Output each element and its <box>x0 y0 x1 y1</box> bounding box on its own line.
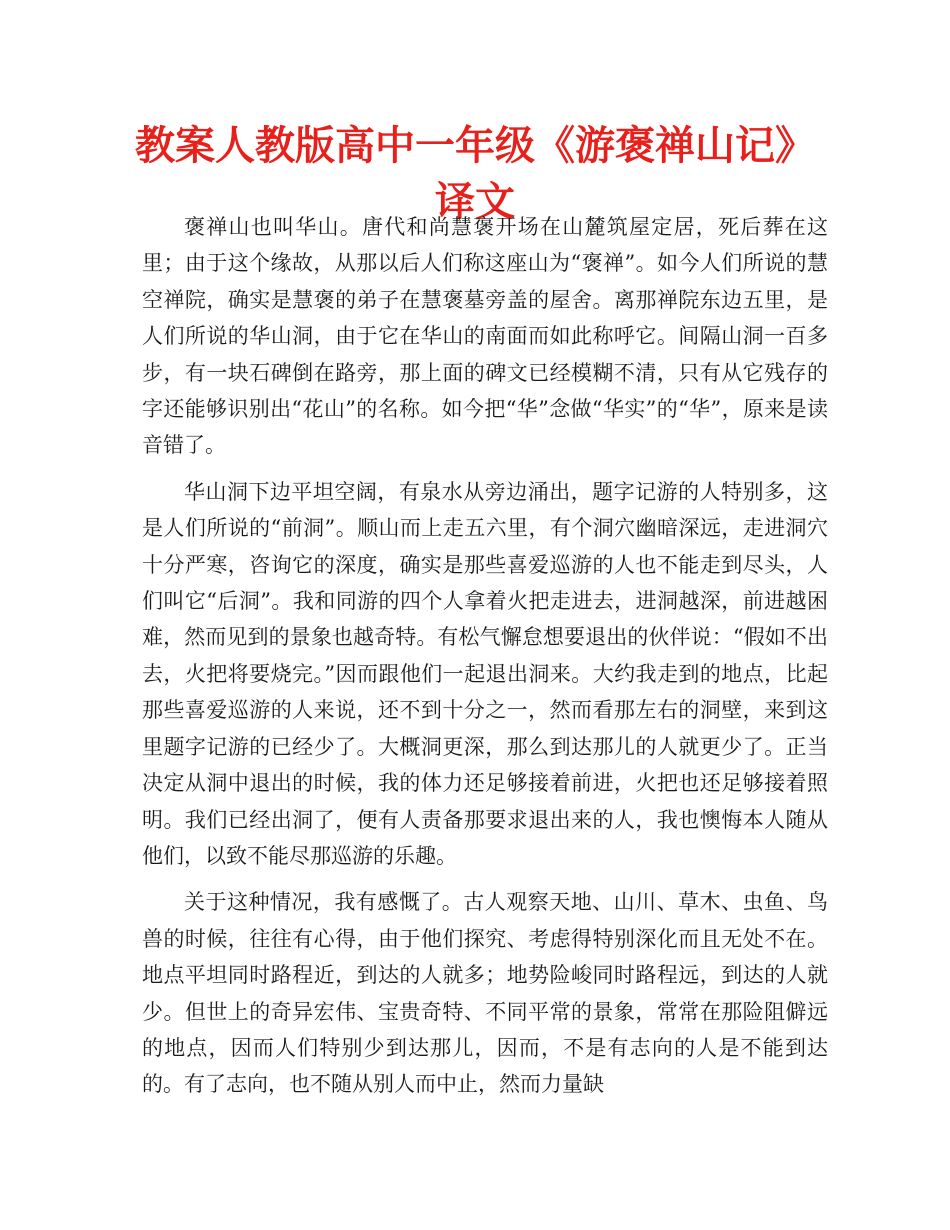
paragraph-3: 关于这种情况，我有感慨了。古人观察天地、山川、草木、虫鱼、鸟兽的时候，往往有心得，由于他们探究、考虑得特别深化而且无处不在。地点平坦同时路程近，到达的人就多；地势险峻同时路程远，到达的人就少。但世上的奇异宏伟、宝贵奇特、不同平常的景象，常常在那险阻僻远的地点，因而人们特别少到达那儿，因而，不是有志向的人是不能到达的。有了志向，也不随从别人而中止，然而力量缺 <box>142 890 828 1097</box>
document-title: 教案人教版高中一年级《游褒禅山记》译文 <box>135 123 815 225</box>
paragraph-1: 褒禅山也叫华山。唐代和尚慧褒开场在山麓筑屋定居，死后葬在这里；由于这个缘故，从那以后人们称这座山为“褒禅”。如今人们所说的慧空禅院，确实是慧褒的弟子在慧褒墓旁盖的屋舍。离那禅院东边五里，是人们所说的华山洞，由于它在华山的南面而如此称呼它。间隔山洞一百多步，有一块石碑倒在路旁，那上面的碑文已经模糊不清，只有从它残存的字还能够识别出“花山”的名称。如今把“华”念做“华实”的“华”，原来是读音错了。 <box>142 215 828 458</box>
paragraph-2: 华山洞下边平坦空阔，有泉水从旁边涌出，题字记游的人特别多，这是人们所说的“前洞”。顺山而上走五六里，有个洞穴幽暗深远，走进洞穴十分严寒，咨询它的深度，确实是那些喜爱巡游的人也不能走到尽头，人们叫它“后洞”。我和同游的四个人拿着火把走进去，进洞越深，前进越困难，然而见到的景象也越奇特。有松气懈怠想要退出的伙伴说：“假如不出去，火把将要烧完。”因而跟他们一起退出洞来。大约我走到的地点，比起那些喜爱巡游的人来说，还不到十分之一，然而看那左右的洞壁，来到这里题字记游的已经少了。大概洞更深，那么到达那儿的人就更少了。正当决定从洞中退出的时候，我的体力还足够接着前进，火把也还足够接着照明。我们已经出洞了，便有人责备那要求退出来的人，我也懊悔本人随从他们，以致不能尽那巡游的乐趣。 <box>142 479 828 868</box>
document-body <box>142 209 828 1103</box>
